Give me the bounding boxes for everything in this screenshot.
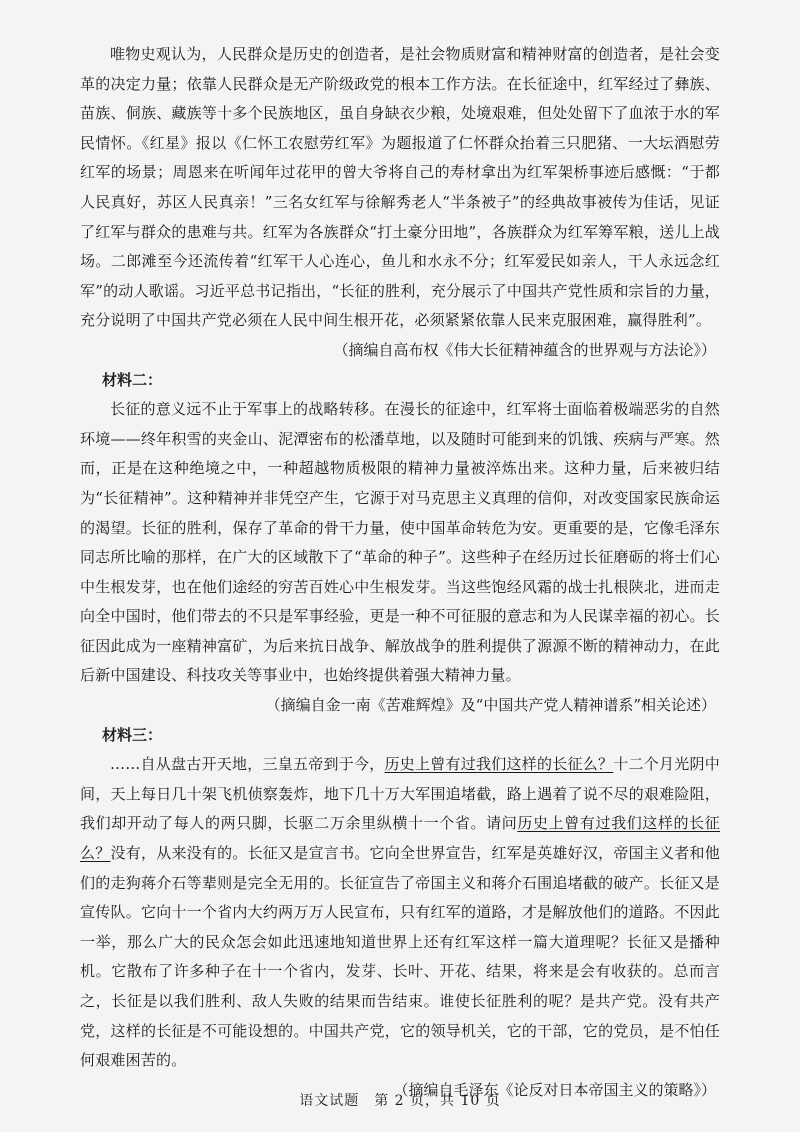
page-content <box>80 40 720 1105</box>
material2-heading: 材料二： <box>102 370 163 389</box>
material1-source: （摘编自高布权《伟大长征精神蕴含的世界观与方法论》） <box>333 340 716 359</box>
material3-text-b: 十二个月光阴中间，天上每日几十架飞机侦察轰炸，地下几十万大军围追堵截，路上遇着了说不尽的艰难险阻，我们却开动了每人的两只脚，长驱二万余里纵横十一个省。请问 <box>80 755 720 833</box>
material3-underline-1: 历史上曾有过我们这样的长征么？ <box>384 755 614 774</box>
material2-paragraph: 长征的意义远不止于军事上的战略转移。在漫长的征途中，红军将士面临着极端恶劣的自然环境——终年积雪的夹金山、泥潭密布的松潘草地，以及随时可能到来的饥饿、疾病与严寒。然而，正是在这种绝境之中，一种超越物质极限的精神力量被淬炼出来。这种力量，后来被归结为“长征精神”。这种精神并非凭空产生，它源于对马克思主义真理的信仰，对改变国家民族命运的渴望。长征的胜利，保存了革命的骨干力量，使中国革命转危为安。更重要的是，它像毛泽东同志所比喻的那样，在广大的区域散下了“革命的种子”。这些种子在经历过长征磨砺的将士们心中生根发芽，也在他们途经的穷苦百姓心中生根发芽。当这些饱经风霜的战士扎根陕北，进而走向全中国时，他们带去的不只是军事经验，更是一种不可征服的意志和为人民谋幸福的初心。长征因此成为一座精神富矿，为后来抗日战争、解放战争的胜利提供了源源不断的精神动力，在此后新中国建设、科技攻关等事业中，也始终提供着强大精神力量。 <box>80 400 720 685</box>
material3-paragraph <box>80 750 720 1076</box>
material2-source: （摘编自金一南《苦难辉煌》及“中国共产党人精神谱系”相关论述） <box>265 696 716 715</box>
page-footer: 语文试题 第 2 页，共 10 页 <box>299 1093 501 1109</box>
material3-underline-2: 历史上曾有过我们这样的长征么？ <box>80 814 720 863</box>
material1-paragraph: 唯物史观认为，人民群众是历史的创造者，是社会物质财富和精神财富的创造者，是社会变革的决定力量；依靠人民群众是无产阶级政党的根本工作方法。在长征途中，红军经过了彝族、苗族、侗族、藏族等十多个民族地区，虽自身缺衣少粮，处境艰难，但处处留下了血浓于水的军民情怀。《红星》报以《仁怀工农慰劳红军》为题报道了仁怀群众抬着三只肥猪、一大坛酒慰劳红军的场景；周恩来在听闻年过花甲的曾大爷将自己的寿材拿出为红军架桥事迹后感慨：“于都人民真好，苏区人民真亲！”三名女红军与徐解秀老人“半条被子”的经典故事被传为佳话，见证了红军与群众的患难与共。红军为各族群众“打土豪分田地”，各族群众为红军筹军粮，送儿上战场。二郎滩至今还流传着“红军干人心连心，鱼儿和水永不分；红军爱民如亲人，干人永远念红军”的动人歌谣。习近平总书记指出，“长征的胜利，充分展示了中国共产党性质和宗旨的力量，充分说明了中国共产党必须在人民中间生根开花，必须紧紧依靠人民来克服困难，赢得胜利”。 <box>80 45 720 330</box>
material3-heading: 材料三： <box>102 725 163 744</box>
material3-text-a: ……自从盘古开天地，三皇五帝到于今， <box>110 755 385 774</box>
material3-source: （摘编自毛泽东《论反对日本帝国主义的策略》） <box>393 1080 716 1099</box>
material3-text-c: 没有，从来没有的。长征又是宣言书。它向全世界宣告，红军是英雄好汉，帝国主义者和他们的走狗蒋介石等辈则是完全无用的。长征宣告了帝国主义和蒋介石围追堵截的破产。长征又是宣传队。它向十一个省内大约两万万人民宣布，只有红军的道路，才是解放他们的道路。不因此一举，那么广大的民众怎会如此迅速地知道世界上还有红军这样一篇大道理呢？长征又是播种机。它散布了许多种子在十一个省内，发芽、长叶、开花、结果，将来是会有收获的。总而言之，长征是以我们胜利、敌人失败的结果而告结束。谁使长征胜利的呢？是共产党。没有共产党，这样的长征是不可能设想的。中国共产党，它的领导机关，它的干部，它的党员，是不怕任何艰难困苦的。 <box>80 844 720 1070</box>
